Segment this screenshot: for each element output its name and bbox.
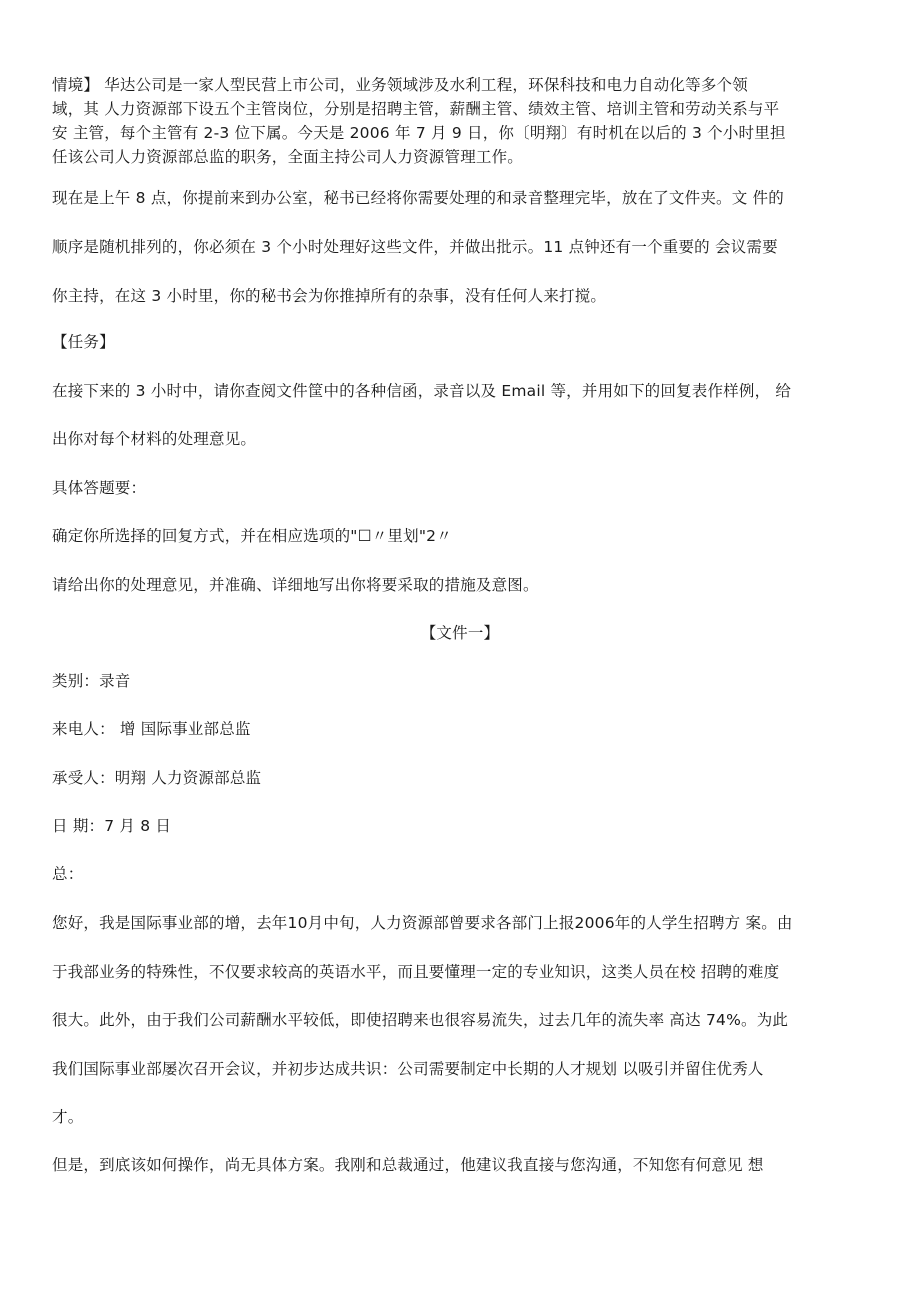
requirement-2: 请给出你的处理意见，并准确、详细地写出你将要采取的措施及意图。 xyxy=(52,576,539,594)
file-one-heading: 【文件一】 xyxy=(420,624,500,642)
file-caller: 来电人： 增 国际事业部总监 xyxy=(52,720,251,738)
context-line-3: 你主持，在这 3 小时里，你的秘书会为你推掉所有的杂事，没有任何人来打搅。 xyxy=(52,287,607,305)
requirements-label: 具体答题要： xyxy=(52,479,147,497)
file-body-line-5: 才。 xyxy=(52,1108,84,1126)
file-body-line-2: 于我部业务的特殊性，不仅要求较高的英语水平，而且要懂理一定的专业知识，这类人员在校 招聘的难度 xyxy=(52,963,780,981)
file-salutation: 总： xyxy=(52,865,84,883)
file-body-line-3: 很大。此外，由于我们公司薪酬水平较低，即使招聘来也很容易流失，过去几年的流失率 高达 74%。为此 xyxy=(52,1011,789,1029)
requirement-1: 确定你所选择的回复方式，并在相应选项的"☐〃里划"2〃 xyxy=(52,527,452,545)
file-date: 日 期：7 月 8 日 xyxy=(52,817,172,835)
context-line-1: 现在是上午 8 点，你提前来到办公室，秘书已经将你需要处理的和录音整理完毕，放在了文件夹。文 件的 xyxy=(52,189,784,207)
file-recipient: 承受人：明翔 人力资源部总监 xyxy=(52,769,262,787)
intro-line-3: 安 主管，每个主管有 2-3 位下属。今天是 2006 年 7 月 9 日，你〔明翔〕有时机在以后的 3 个小时里担 xyxy=(52,124,786,142)
intro-line-1: 情境】 华达公司是一家人型民营上市公司，业务领域涉及水利工程，环保科技和电力自动化等多个领 xyxy=(52,76,748,94)
context-line-2: 顺序是随机排列的，你必须在 3 个小时处理好这些文件，并做出批示。11 点钟还有一个重要的 会议需要 xyxy=(52,238,778,256)
file-body-line-1: 您好，我是国际事业部的增，去年10月中旬，人力资源部曾要求各部门上报2006年的人学生招聘方 案。由 xyxy=(52,914,793,932)
file-body-line-6: 但是，到底该如何操作，尚无具体方案。我刚和总裁通过，他建议我直接与您沟通，不知您有何意见 想 xyxy=(52,1156,764,1174)
file-body-line-4: 我们国际事业部屡次召开会议，并初步达成共识：公司需要制定中长期的人才规划 以吸引并留住优秀人 xyxy=(52,1060,764,1078)
task-line-2: 出你对每个材料的处理意见。 xyxy=(52,430,257,448)
file-category: 类别：录音 xyxy=(52,672,131,690)
intro-line-4: 任该公司人力资源部总监的职务，全面主持公司人力资源管理工作。 xyxy=(52,148,524,166)
task-heading: 【任务】 xyxy=(52,333,115,351)
task-line-1: 在接下来的 3 小时中，请你查阅文件筐中的各种信函，录音以及 Email 等，并用如下的回复表作样例， 给 xyxy=(52,382,792,400)
intro-line-2: 域，其 人力资源部下设五个主管岗位，分别是招聘主管，薪酬主管、绩效主管、培训主管和劳动关系与平 xyxy=(52,100,780,118)
